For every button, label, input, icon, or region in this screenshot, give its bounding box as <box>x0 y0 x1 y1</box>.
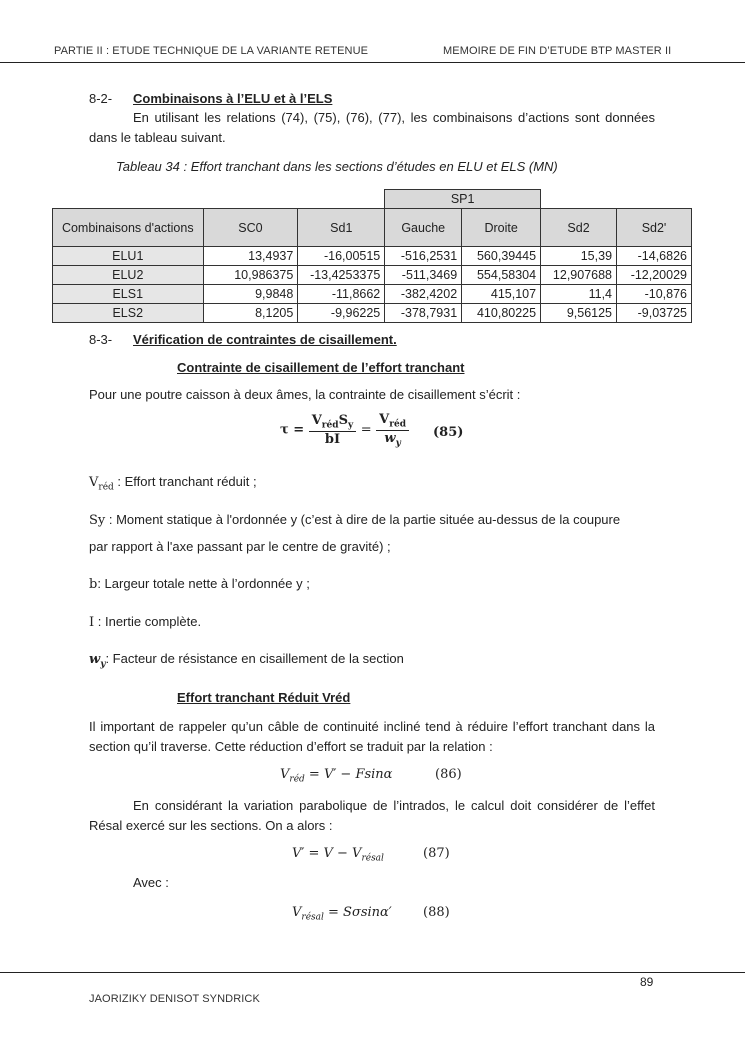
table-cell: 9,56125 <box>541 304 617 323</box>
table-cell: -378,7931 <box>385 304 462 323</box>
definition-vred: $V_{réd}$ : Effort tranchant réduit ; <box>89 474 257 493</box>
table-cell: ELS2 <box>53 304 204 323</box>
table-cell: ELU1 <box>53 247 204 266</box>
table-header-cell: Gauche <box>385 209 462 247</box>
footer-rule <box>0 972 745 973</box>
table-cell: 12,907688 <box>541 266 617 285</box>
table-header-cell: Sd2' <box>617 209 692 247</box>
table-cell: -11,8662 <box>298 285 385 304</box>
header-right: MEMOIRE DE FIN D’ETUDE BTP MASTER II <box>443 45 672 57</box>
table-cell: 415,107 <box>462 285 541 304</box>
section-8-3-number: 8-3- <box>89 332 113 347</box>
effort-reduit-title: Effort tranchant Réduit Vréd <box>177 690 351 705</box>
table-cell: 15,39 <box>541 247 617 266</box>
section-8-2-paragraph: En utilisant les relations (74), (75), (76), (77), les combinaisons d’actions sont données dans le tableau suivant. <box>89 110 655 145</box>
table-header-cell: SC0 <box>203 209 298 247</box>
definition-b: b: Largeur totale nette à l’ordonnée y ; <box>89 576 310 592</box>
table-cell: -9,03725 <box>617 304 692 323</box>
avec-label: Avec : <box>133 875 169 890</box>
table-cell: 554,58304 <box>462 266 541 285</box>
table-cell: -511,3469 <box>385 266 462 285</box>
table-cell: 9,9848 <box>203 285 298 304</box>
equation-85: τ = $\frac{V_{réd}S_y}{bI}$ = $\frac{V_{réd}}{w_y}$ <box>280 412 409 448</box>
table-cell: -9,96225 <box>298 304 385 323</box>
table-row <box>53 304 692 323</box>
table-cell: ELU2 <box>53 266 204 285</box>
table-cell: -14,6826 <box>617 247 692 266</box>
table-group-header: SP1 <box>385 190 541 209</box>
header-rule <box>0 62 745 63</box>
table-cell: 11,4 <box>541 285 617 304</box>
header-left: PARTIE II : ETUDE TECHNIQUE DE LA VARIANTE RETENUE <box>54 45 369 57</box>
table-header-cell: Sd1 <box>298 209 385 247</box>
equation-87-label: (87) <box>423 846 450 861</box>
equation-86: $V_{réd} = V' - Fsin\alpha$ <box>280 767 393 785</box>
definition-sy: Sy : Moment statique à l'ordonnée y (c’est à dire de la partie située au-dessus de la coupure <box>89 512 621 528</box>
table-caption: Tableau 34 : Effort tranchant dans les sections d’études en ELU et ELS (MN) <box>116 159 558 174</box>
equation-86-label: (86) <box>435 767 462 782</box>
table-cell: -12,20029 <box>617 266 692 285</box>
table-cell: 10,986375 <box>203 266 298 285</box>
table-row <box>53 266 692 285</box>
section-8-2-number: 8-2- <box>89 91 113 106</box>
effort-paragraph-1: Il important de rappeler qu’un câble de continuité incliné tend à réduire l’effort tranchant dans la section qu’il traverse. Cette réduction d’effort se traduit par la relation : <box>89 719 655 754</box>
table-header-cell: Sd2 <box>541 209 617 247</box>
table-row <box>53 285 692 304</box>
table-cell: -382,4202 <box>385 285 462 304</box>
equation-85-label: (85) <box>433 425 464 440</box>
definition-wy: $w_y$: Facteur de résistance en cisaillement de la section <box>89 651 404 670</box>
definition-sy-continued: par rapport à l'axe passant par le centre de gravité) ; <box>89 539 391 554</box>
table-cell: ELS1 <box>53 285 204 304</box>
equation-88: $V_{résal} = S\sigma\sin\alpha'$ <box>292 905 392 923</box>
shear-force-table <box>52 189 692 323</box>
section-8-2-title: Combinaisons à l’ELU et à l’ELS <box>133 91 333 106</box>
section-8-3-subtitle: Contrainte de cisaillement de l’effort tranchant <box>177 360 465 375</box>
equation-88-label: (88) <box>423 905 450 920</box>
definition-i: I : Inertie complète. <box>89 614 202 630</box>
table-cell: -13,4253375 <box>298 266 385 285</box>
effort-paragraph-2: En considérant la variation parabolique de l’intrados, le calcul doit considérer de l’effet Résal exercé sur les sections. On a alors : <box>89 798 655 833</box>
shear-intro: Pour une poutre caisson à deux âmes, la contrainte de cisaillement s’écrit : <box>89 387 521 402</box>
table-header-cell: Droite <box>462 209 541 247</box>
table-cell: 13,4937 <box>203 247 298 266</box>
table-row <box>53 247 692 266</box>
table-cell: -10,876 <box>617 285 692 304</box>
table-cell: -516,2531 <box>385 247 462 266</box>
page-number: 89 <box>640 975 654 989</box>
table-header-cell: Combinaisons d'actions <box>53 209 204 247</box>
table-cell: -16,00515 <box>298 247 385 266</box>
table-cell: 560,39445 <box>462 247 541 266</box>
section-8-3-title: Vérification de contraintes de cisaillement. <box>133 332 397 347</box>
table-cell: 8,1205 <box>203 304 298 323</box>
equation-87: $V' = V - V_{résal}$ <box>292 846 384 864</box>
footer-author: JAORIZIKY DENISOT SYNDRICK <box>89 993 260 1005</box>
table-cell: 410,80225 <box>462 304 541 323</box>
